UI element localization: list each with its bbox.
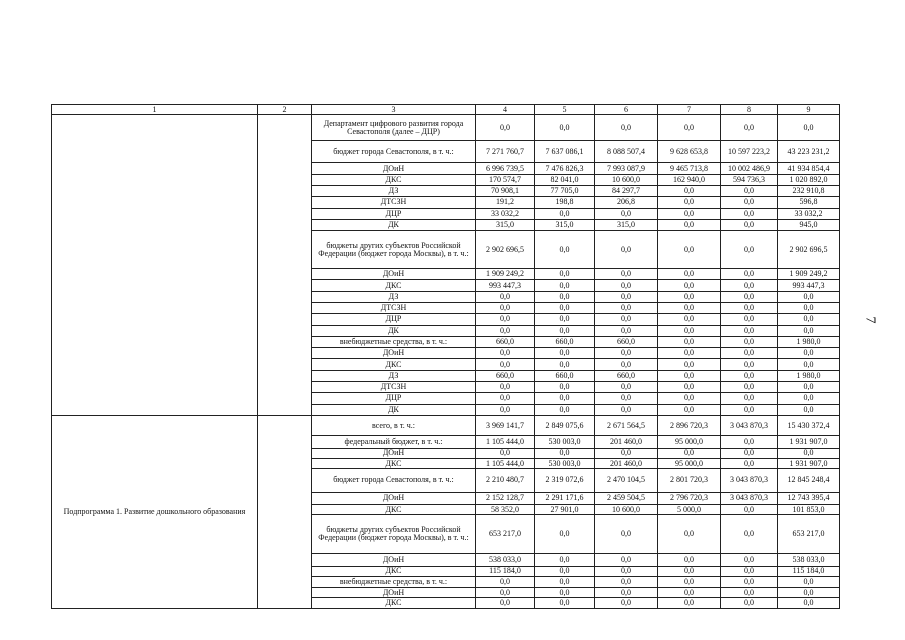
row-label: внебюджетные средства, в т. ч.:: [312, 576, 476, 587]
header-cell-9: 9: [778, 105, 840, 115]
row-label: бюджеты других субъектов Российской Федерации (бюджет города Москвы), в т. ч.:: [312, 231, 476, 269]
value-cell: 0,0: [658, 231, 721, 269]
value-cell: 0,0: [595, 598, 658, 609]
value-cell: 7 637 086,1: [535, 140, 595, 163]
value-cell: 0,0: [535, 404, 595, 415]
value-cell: 0,0: [721, 302, 778, 313]
value-cell: 1 931 907,0: [778, 458, 840, 468]
value-cell: 0,0: [476, 325, 535, 336]
value-cell: 41 934 854,4: [778, 163, 840, 174]
value-cell: 0,0: [658, 359, 721, 370]
value-cell: 0,0: [595, 348, 658, 359]
row-label: ДКС: [312, 174, 476, 185]
value-cell: 0,0: [658, 197, 721, 208]
value-cell: 0,0: [721, 269, 778, 280]
value-cell: 530 003,0: [535, 458, 595, 468]
value-cell: 0,0: [595, 566, 658, 576]
group2-program-cell: Подпрограмма 1. Развитие дошкольного образования: [52, 415, 258, 608]
row-label: ДК: [312, 219, 476, 230]
value-cell: 1 909 249,2: [476, 269, 535, 280]
value-cell: 0,0: [721, 381, 778, 392]
value-cell: 0,0: [595, 291, 658, 302]
value-cell: 0,0: [595, 576, 658, 587]
group1-column-2-cell: [258, 115, 312, 416]
value-cell: 1 105 444,0: [476, 458, 535, 468]
value-cell: 0,0: [721, 404, 778, 415]
value-cell: 1 980,0: [778, 336, 840, 347]
value-cell: 0,0: [595, 588, 658, 598]
row-label: ДОиН: [312, 163, 476, 174]
value-cell: 6 996 739,5: [476, 163, 535, 174]
header-cell-1: 1: [52, 105, 258, 115]
value-cell: 660,0: [535, 370, 595, 381]
header-cell-5: 5: [535, 105, 595, 115]
value-cell: 0,0: [658, 448, 721, 458]
value-cell: 0,0: [535, 381, 595, 392]
value-cell: 0,0: [658, 515, 721, 554]
value-cell: 0,0: [595, 359, 658, 370]
row-label: ДКС: [312, 598, 476, 609]
value-cell: 993 447,3: [778, 280, 840, 291]
value-cell: 201 460,0: [595, 436, 658, 448]
value-cell: 58 352,0: [476, 505, 535, 515]
row-label: бюджеты других субъектов Российской Федерации (бюджет города Москвы), в т. ч.:: [312, 515, 476, 554]
value-cell: 0,0: [721, 515, 778, 554]
value-cell: 0,0: [535, 393, 595, 404]
value-cell: 12 845 248,4: [778, 469, 840, 493]
value-cell: 9 628 653,8: [658, 140, 721, 163]
value-cell: 660,0: [595, 370, 658, 381]
value-cell: 0,0: [721, 314, 778, 325]
value-cell: 7 993 087,9: [595, 163, 658, 174]
value-cell: 0,0: [778, 448, 840, 458]
value-cell: 0,0: [658, 566, 721, 576]
value-cell: 0,0: [535, 291, 595, 302]
value-cell: 0,0: [658, 588, 721, 598]
value-cell: 0,0: [658, 598, 721, 609]
value-cell: 0,0: [535, 554, 595, 566]
header-cell-8: 8: [721, 105, 778, 115]
value-cell: 653 217,0: [476, 515, 535, 554]
row-label: ДЦР: [312, 208, 476, 219]
value-cell: 0,0: [476, 576, 535, 587]
value-cell: 7 476 826,3: [535, 163, 595, 174]
value-cell: 0,0: [535, 280, 595, 291]
value-cell: 0,0: [778, 381, 840, 392]
row-label: Департамент цифрового развития города Севастополя (далее – ДЦР): [312, 115, 476, 141]
value-cell: 0,0: [595, 554, 658, 566]
value-cell: 0,0: [535, 576, 595, 587]
row-label: ДОиН: [312, 269, 476, 280]
row-label: ДТСЗН: [312, 302, 476, 313]
value-cell: 2 291 171,6: [535, 492, 595, 504]
row-label: ДОиН: [312, 348, 476, 359]
value-cell: 0,0: [535, 448, 595, 458]
row-label: ДКС: [312, 359, 476, 370]
budget-table: [51, 104, 840, 609]
value-cell: 0,0: [595, 393, 658, 404]
row-label: всего, в т. ч.:: [312, 415, 476, 436]
value-cell: 2 459 504,5: [595, 492, 658, 504]
value-cell: 0,0: [778, 404, 840, 415]
row-label: ДЗ: [312, 370, 476, 381]
value-cell: 0,0: [476, 598, 535, 609]
value-cell: 0,0: [721, 336, 778, 347]
table-row: [52, 415, 840, 436]
value-cell: 315,0: [476, 219, 535, 230]
value-cell: 0,0: [658, 280, 721, 291]
value-cell: 945,0: [778, 219, 840, 230]
value-cell: 0,0: [721, 197, 778, 208]
row-label: ДК: [312, 404, 476, 415]
header-cell-3: 3: [312, 105, 476, 115]
group2-column-2-cell: [258, 415, 312, 608]
value-cell: 0,0: [595, 404, 658, 415]
row-label: внебюджетные средства, в т. ч.:: [312, 336, 476, 347]
table-row: [52, 115, 840, 141]
value-cell: 3 969 141,7: [476, 415, 535, 436]
row-label: ДОиН: [312, 588, 476, 598]
value-cell: 101 853,0: [778, 505, 840, 515]
row-label: ДТСЗН: [312, 197, 476, 208]
group1-program-cell: [52, 115, 258, 416]
value-cell: 70 908,1: [476, 186, 535, 197]
value-cell: 5 000,0: [658, 505, 721, 515]
value-cell: 201 460,0: [595, 458, 658, 468]
value-cell: 0,0: [595, 515, 658, 554]
value-cell: 0,0: [658, 576, 721, 587]
value-cell: 0,0: [658, 393, 721, 404]
value-cell: 33 032,2: [476, 208, 535, 219]
value-cell: 0,0: [595, 231, 658, 269]
value-cell: 0,0: [721, 554, 778, 566]
value-cell: 0,0: [658, 219, 721, 230]
value-cell: 0,0: [535, 302, 595, 313]
value-cell: 538 033,0: [778, 554, 840, 566]
row-label: ДОиН: [312, 492, 476, 504]
value-cell: 0,0: [778, 115, 840, 141]
value-cell: 82 041,0: [535, 174, 595, 185]
value-cell: 115 184,0: [476, 566, 535, 576]
value-cell: 191,2: [476, 197, 535, 208]
value-cell: 0,0: [778, 393, 840, 404]
value-cell: 10 600,0: [595, 174, 658, 185]
value-cell: 2 796 720,3: [658, 492, 721, 504]
value-cell: 0,0: [721, 348, 778, 359]
value-cell: 0,0: [595, 115, 658, 141]
value-cell: 0,0: [721, 359, 778, 370]
value-cell: 0,0: [476, 359, 535, 370]
value-cell: 0,0: [595, 381, 658, 392]
value-cell: 77 705,0: [535, 186, 595, 197]
value-cell: 170 574,7: [476, 174, 535, 185]
value-cell: 0,0: [658, 370, 721, 381]
value-cell: 1 909 249,2: [778, 269, 840, 280]
value-cell: 15 430 372,4: [778, 415, 840, 436]
value-cell: 0,0: [476, 588, 535, 598]
value-cell: 0,0: [476, 348, 535, 359]
value-cell: 0,0: [778, 291, 840, 302]
value-cell: 3 043 870,3: [721, 492, 778, 504]
value-cell: 3 043 870,3: [721, 469, 778, 493]
value-cell: 33 032,2: [778, 208, 840, 219]
value-cell: 0,0: [535, 588, 595, 598]
value-cell: 0,0: [721, 588, 778, 598]
value-cell: 2 210 480,7: [476, 469, 535, 493]
value-cell: 0,0: [476, 448, 535, 458]
value-cell: 0,0: [721, 115, 778, 141]
value-cell: 7 271 760,7: [476, 140, 535, 163]
value-cell: 0,0: [535, 515, 595, 554]
value-cell: 2 152 128,7: [476, 492, 535, 504]
value-cell: 0,0: [721, 231, 778, 269]
value-cell: 315,0: [595, 219, 658, 230]
value-cell: 84 297,7: [595, 186, 658, 197]
value-cell: 0,0: [658, 291, 721, 302]
value-cell: 95 000,0: [658, 458, 721, 468]
value-cell: 0,0: [778, 576, 840, 587]
value-cell: 660,0: [535, 336, 595, 347]
value-cell: 0,0: [535, 598, 595, 609]
value-cell: 315,0: [535, 219, 595, 230]
value-cell: 27 901,0: [535, 505, 595, 515]
value-cell: 0,0: [778, 598, 840, 609]
value-cell: 1 980,0: [778, 370, 840, 381]
header-row: [52, 105, 840, 115]
value-cell: 0,0: [721, 458, 778, 468]
value-cell: 0,0: [721, 505, 778, 515]
value-cell: 0,0: [595, 302, 658, 313]
value-cell: 0,0: [778, 348, 840, 359]
value-cell: 43 223 231,2: [778, 140, 840, 163]
page-number: 7: [862, 316, 878, 324]
value-cell: 0,0: [658, 381, 721, 392]
row-label: ДТСЗН: [312, 381, 476, 392]
value-cell: 0,0: [595, 280, 658, 291]
value-cell: 2 801 720,3: [658, 469, 721, 493]
value-cell: 115 184,0: [778, 566, 840, 576]
row-label: ДЦР: [312, 393, 476, 404]
row-label: ДКС: [312, 458, 476, 468]
value-cell: 660,0: [476, 370, 535, 381]
row-label: ДЦР: [312, 314, 476, 325]
value-cell: 0,0: [535, 115, 595, 141]
value-cell: 10 597 223,2: [721, 140, 778, 163]
value-cell: 0,0: [658, 404, 721, 415]
row-label: ДЗ: [312, 291, 476, 302]
value-cell: 9 465 713,8: [658, 163, 721, 174]
value-cell: 0,0: [778, 302, 840, 313]
row-label: ДК: [312, 325, 476, 336]
value-cell: 232 910,8: [778, 186, 840, 197]
value-cell: 0,0: [595, 448, 658, 458]
value-cell: 0,0: [595, 314, 658, 325]
value-cell: 0,0: [658, 554, 721, 566]
value-cell: 0,0: [658, 115, 721, 141]
row-label: ДОиН: [312, 448, 476, 458]
row-label: ДЗ: [312, 186, 476, 197]
value-cell: 0,0: [658, 302, 721, 313]
value-cell: 0,0: [476, 115, 535, 141]
value-cell: 2 902 696,5: [778, 231, 840, 269]
value-cell: 0,0: [721, 566, 778, 576]
value-cell: 0,0: [476, 291, 535, 302]
value-cell: 0,0: [595, 208, 658, 219]
value-cell: 0,0: [535, 231, 595, 269]
value-cell: 0,0: [658, 186, 721, 197]
value-cell: 0,0: [721, 448, 778, 458]
row-label: ДОиН: [312, 554, 476, 566]
row-label: федеральный бюджет, в т. ч.:: [312, 436, 476, 448]
value-cell: 0,0: [476, 393, 535, 404]
value-cell: 0,0: [476, 404, 535, 415]
row-label: ДКС: [312, 505, 476, 515]
value-cell: 0,0: [778, 588, 840, 598]
value-cell: 0,0: [535, 348, 595, 359]
value-cell: 0,0: [535, 359, 595, 370]
value-cell: 653 217,0: [778, 515, 840, 554]
value-cell: 0,0: [721, 325, 778, 336]
value-cell: 0,0: [658, 348, 721, 359]
value-cell: 993 447,3: [476, 280, 535, 291]
value-cell: 10 002 486,9: [721, 163, 778, 174]
value-cell: 1 931 907,0: [778, 436, 840, 448]
value-cell: 0,0: [658, 269, 721, 280]
header-cell-4: 4: [476, 105, 535, 115]
value-cell: 0,0: [658, 314, 721, 325]
value-cell: 0,0: [476, 381, 535, 392]
value-cell: 2 319 072,6: [535, 469, 595, 493]
row-label: бюджет города Севастополя, в т. ч.:: [312, 140, 476, 163]
value-cell: 0,0: [535, 269, 595, 280]
value-cell: 0,0: [535, 314, 595, 325]
value-cell: 0,0: [721, 393, 778, 404]
value-cell: 0,0: [721, 436, 778, 448]
value-cell: 0,0: [721, 208, 778, 219]
value-cell: 0,0: [535, 566, 595, 576]
value-cell: 0,0: [778, 314, 840, 325]
value-cell: 206,8: [595, 197, 658, 208]
value-cell: 198,8: [535, 197, 595, 208]
row-label: ДКС: [312, 280, 476, 291]
value-cell: 596,8: [778, 197, 840, 208]
value-cell: 2 849 075,6: [535, 415, 595, 436]
value-cell: 162 940,0: [658, 174, 721, 185]
value-cell: 0,0: [595, 325, 658, 336]
value-cell: 1 105 444,0: [476, 436, 535, 448]
header-cell-7: 7: [658, 105, 721, 115]
value-cell: 0,0: [721, 219, 778, 230]
value-cell: 0,0: [535, 208, 595, 219]
value-cell: 2 470 104,5: [595, 469, 658, 493]
value-cell: 0,0: [476, 302, 535, 313]
value-cell: 1 020 892,0: [778, 174, 840, 185]
value-cell: 2 896 720,3: [658, 415, 721, 436]
value-cell: 8 088 507,4: [595, 140, 658, 163]
row-label: бюджет города Севастополя, в т. ч.:: [312, 469, 476, 493]
value-cell: 2 671 564,5: [595, 415, 658, 436]
value-cell: 538 033,0: [476, 554, 535, 566]
value-cell: 2 902 696,5: [476, 231, 535, 269]
budget-table-body: [52, 105, 840, 609]
value-cell: 0,0: [658, 208, 721, 219]
header-cell-6: 6: [595, 105, 658, 115]
value-cell: 12 743 395,4: [778, 492, 840, 504]
value-cell: 660,0: [595, 336, 658, 347]
value-cell: 0,0: [535, 325, 595, 336]
value-cell: 0,0: [476, 314, 535, 325]
header-cell-2: 2: [258, 105, 312, 115]
value-cell: 660,0: [476, 336, 535, 347]
value-cell: 0,0: [778, 359, 840, 370]
value-cell: 0,0: [721, 186, 778, 197]
value-cell: 0,0: [778, 325, 840, 336]
value-cell: 3 043 870,3: [721, 415, 778, 436]
value-cell: 0,0: [721, 576, 778, 587]
value-cell: 0,0: [595, 269, 658, 280]
value-cell: 95 000,0: [658, 436, 721, 448]
value-cell: 10 600,0: [595, 505, 658, 515]
value-cell: 0,0: [721, 280, 778, 291]
value-cell: 0,0: [721, 291, 778, 302]
value-cell: 0,0: [658, 336, 721, 347]
row-label: ДКС: [312, 566, 476, 576]
value-cell: 0,0: [658, 325, 721, 336]
value-cell: 0,0: [721, 598, 778, 609]
value-cell: 594 736,3: [721, 174, 778, 185]
value-cell: 530 003,0: [535, 436, 595, 448]
value-cell: 0,0: [721, 370, 778, 381]
